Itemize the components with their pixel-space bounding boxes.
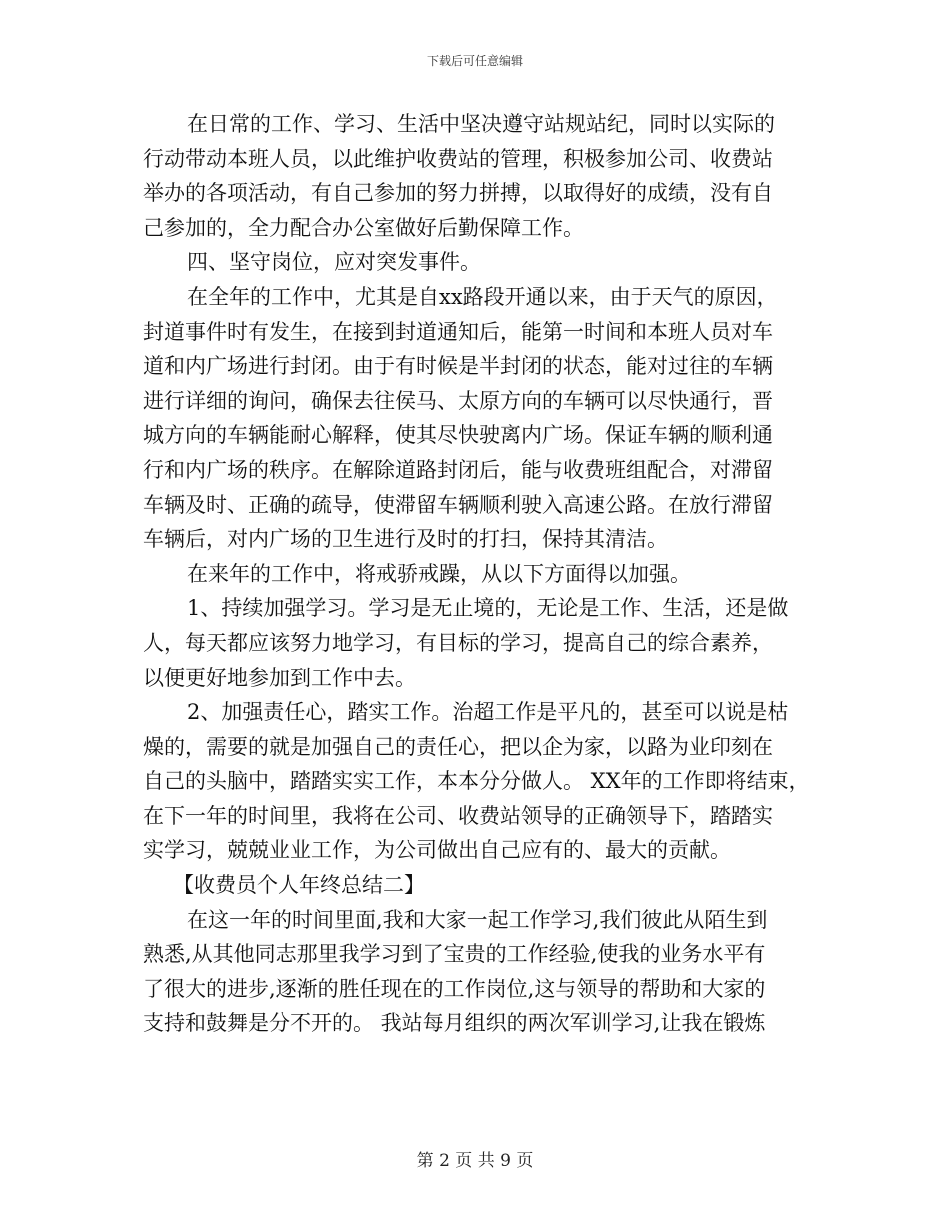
text-line: 封道事件时有发生，在接到封道通知后，能第一时间和本班人员对车 [143, 319, 773, 344]
text-line: 行动带动本班人员，以此维护收费站的管理，积极参加公司、收费站 [143, 146, 773, 171]
text-line: 实学习，兢兢业业工作，为公司做出自己应有的、最大的贡献。 [143, 838, 731, 863]
text-line: 在来年的工作中，将戒骄戒躁，从以下方面得以加强。 [187, 561, 691, 586]
text-line: 自己的头脑中，踏踏实实工作，本本分分做人。 XX年的工作即将结束， [143, 769, 810, 794]
text-line: 燥的，需要的就是加强自己的责任心，把以企为家，以路为业印刻在 [143, 734, 773, 759]
text-line: 城方向的车辆能耐心解释，使其尽快驶离内广场。保证车辆的顺利通 [143, 423, 773, 448]
text-line: 1、持续加强学习。学习是无止境的，无论是工作、生活，还是做 [187, 596, 789, 621]
text-line: 进行详细的询问，确保去往侯马、太原方向的车辆可以尽快通行，晋 [143, 388, 773, 413]
section-title: 【收费员个人年终总结二】 [173, 873, 425, 898]
document-body [143, 107, 808, 1041]
text-line: 车辆及时、正确的疏导，使滞留车辆顺利驶入高速公路。在放行滞留 [143, 492, 773, 517]
text-line: 2、加强责任心，踏实工作。治超工作是平凡的，甚至可以说是枯 [187, 700, 789, 725]
text-line: 行和内广场的秩序。在解除道路封闭后，能与收费班组配合，对滞留 [143, 457, 773, 482]
text-line: 以便更好地参加到工作中去。 [143, 665, 416, 690]
text-line: 在下一年的时间里，我将在公司、收费站领导的正确领导下，踏踏实 [143, 803, 773, 828]
text-line: 在这一年的时间里面,我和大家一起工作学习,我们彼此从陌生到 [187, 907, 768, 932]
text-line: 人，每天都应该努力地学习，有目标的学习，提高自己的综合素养， [143, 630, 773, 655]
text-line: 支持和鼓舞是分不开的。 我站每月组织的两次军训学习,让我在锻炼 [143, 1011, 766, 1036]
text-line: 了很大的进步,逐渐的胜任现在的工作岗位,这与领导的帮助和大家的 [143, 976, 766, 1001]
text-line: 举办的各项活动，有自己参加的努力拼搏，以取得好的成绩，没有自 [143, 181, 773, 206]
text-line: 在日常的工作、学习、生活中坚决遵守站规站纪，同时以实际的 [187, 112, 775, 136]
text-line: 己参加的，全力配合办公室做好后勤保障工作。 [143, 215, 584, 240]
section-heading: 四、坚守岗位，应对突发事件。 [187, 250, 481, 275]
text-line: 熟悉,从其他同志那里我学习到了宝贵的工作经验,使我的业务水平有 [143, 942, 766, 967]
page-header: 下载后可任意编辑 [426, 54, 523, 68]
text-line: 车辆后，对内广场的卫生进行及时的打扫，保持其清洁。 [143, 527, 668, 552]
text-line: 道和内广场进行封闭。由于有时候是半封闭的状态，能对过往的车辆 [143, 354, 773, 379]
page-number: 第 2 页 共 9 页 [416, 1151, 534, 1171]
text-line: 在全年的工作中，尤其是自xx路段开通以来，由于天气的原因， [187, 284, 778, 309]
